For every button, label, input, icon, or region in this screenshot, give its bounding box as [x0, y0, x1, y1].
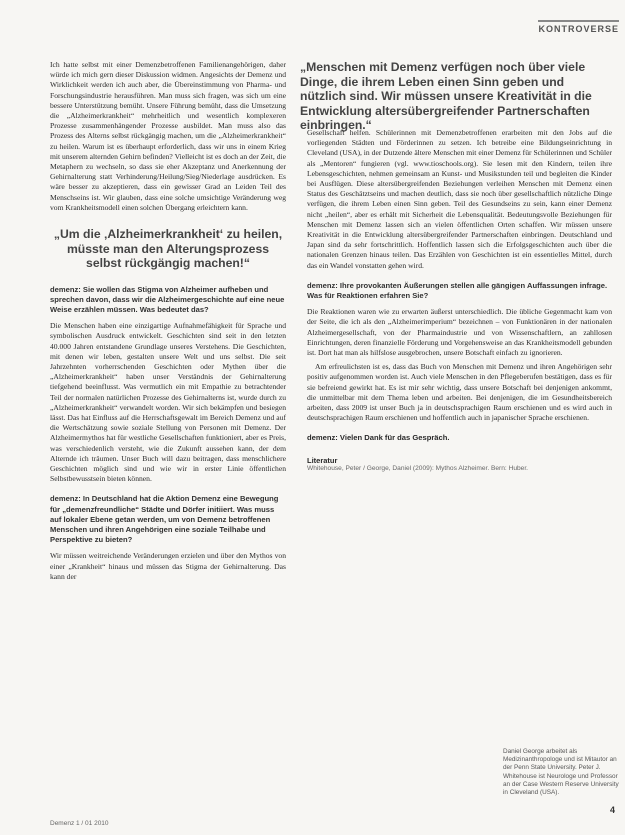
interview-question-2: demenz: In Deutschland hat die Aktion Demenz eine Bewegung für „demenzfreundliche“ Städte und Dörfer initiiert. Was muss auf lokaler Ebene getan werden, um von Demenz betroffenen Menschen und ihren Angehörigen eine soziale Teilhabe und Perspektive zu bieten?	[50, 494, 279, 545]
interview-answer-3b: Am erfreulichsten ist es, dass das Buch von Menschen mit Demenz und ihren Angehörigen sehr positiv aufgenommen worden ist. Auch viele Menschen in den Pflegeberufen bestätigen, dass es für sie befreiend gewirkt hat. Es ist mir sehr wichtig, dass unsere Botschaft bei denjenigen ankommt, die unmittelbar mit dem Thema leben und arbeiten. Bei denjenigen, die im Gesundheitsbereich arbeiten, dass 2009 ist unser Buch ja in deutschsprachigen Raum erschienen und es wird auch in deutschsprachigen Raum erschienen und hoffentlich auch in japanischer Sprache erschienen.	[307, 362, 612, 423]
left-pull-quote: „Um die ‚Alzheimerkrankheit‘ zu heilen, müsste man den Alterungsprozess selbst rückgängig machen!“	[53, 227, 283, 271]
literature-heading: Literatur	[307, 456, 338, 466]
right-column	[307, 128, 612, 473]
literature-reference: Whitehouse, Peter / George, Daniel (2009): Mythos Alzheimer. Bern: Huber.	[307, 465, 528, 473]
section-tag: KONTROVERSE	[538, 20, 619, 34]
top-pull-quote: „Menschen mit Demenz verfügen noch über viele Dinge, die ihrem Leben einen Sinn geben und nützlich sind. Wir müssen unsere Kreativität in die Entwicklung altersübergreifender Partnerschaften einbringen.“	[300, 60, 592, 133]
interview-answer-2-continued: Gesellschaft helfen. Schülerinnen mit Demenzbetroffenen erarbeiten mit den Jobs auf die vorliegenden Städten und Förderinnen zu setzen. Ich betreibe eine Bildungseinrichtung in Cleveland (USA), in der Dutzende ältere Menschen mit einer Demenz für Schülerinnen und Schüler als „Mentoren“ fungieren (vgl. www.tioschools.org). Sie lesen mit den Kindern, teilen ihre Lebensgeschichten, nehmen gemeinsam an Kunst- und Musikstunden teil und begleiten die Kinder bei Ausflügen. Diese altersübergreifenden Beziehungen verleihen Menschen mit Demenz einen Status des Geschätztseins und machen deutlich, dass sie noch über gesellschaftlich nützliche Dinge verfügen, die ihrem Leben einen Sinn geben. Teil des Gesundseins zu sein, kann einer Demenz nicht „heilen“, aber es erhält mit Sicherheit die Lebensqualität. Bedeutungsvolle Beziehungen für Menschen mit Demenz lassen sich an vielen öffentlichen Orten schaffen. Wir müssen unsere Kreativität in die Entwicklung altersübergreifender Partnerschaften einbringen. Deutschland und Japan sind da sehr fortschrittlich. Hoffentlich lassen sich die Erfolgsgeschichten auch über die nationalen Grenzen hinaus teilen. Das Erzählen von Geschichten ist ein essentielles Mittel, durch das ein Wandel vonstatten gehen wird.	[307, 128, 612, 270]
interview-answer-1: Die Menschen haben eine einzigartige Aufnahmefähigkeit für Sprache und symbolischen Ausdruck entwickelt. Geschichten sind seit in den letzten 40.000 Jahren entstandene Grundlage unseres Verstehens. Die Geschichten, mit denen wir leben, gestalten unsere Welt und uns selbst. Die seit Jahrzehnten vorherrschenden Geschichten oder Mythen über die „Alzheimerkrankheit“ haben unser Verständnis der Gehirnalterung tiefgehend beeinflusst. Was vermutlich ein mit Empathie zu betrachtender Teil der normalen natürlichen Prozesse des Gehirnalterns ist, wurde durch zu „Alzheimerkrankheit“ verwandelt worden. Wir sich bekämpfen und besiegen lässt. Das hat Einfluss auf die Herrschaftsgewalt im Bereich Demenz und auf die Wertschätzung sowie soziale Stellung von Personen mit Demenz. Der Alzheimermythos hat für westliche Gesellschaften funktioniert, aber es Preis, was verschiedenlich versteht, wie die Zukunft aussehen kann, der dem Alternde ich träumen. Unser Buch will dazu beitragen, dass menschlichere Geschichten möglich sind und wie wir in erster Linie öffentlichen Selbstbewusstsein bieten können.	[50, 321, 286, 484]
page-number: 4	[609, 805, 615, 815]
interview-question-1: demenz: Sie wollen das Stigma von Alzheimer aufheben und sprechen davon, dass wir die Alzheimergeschichte auf eine neue Weise erzählen müssen. Was bedeutet das?	[50, 284, 285, 314]
closing-line: demenz: Vielen Dank für das Gespräch.	[307, 433, 450, 443]
magazine-footer: Demenz 1 / 01 2010	[50, 820, 109, 827]
left-column	[50, 60, 286, 582]
interview-question-3: demenz: Ihre provokanten Äußerungen stellen alle gängigen Auffassungen infrage. Was für Reaktionen erfahren Sie?	[307, 280, 608, 301]
photo-caption: Daniel George arbeitet als Medizinanthropologe und ist Mitautor an der Penn State University. Peter J. Whitehouse ist Neurologe und Professor an der Case Western Reserve University in Cleveland (USA).	[503, 748, 619, 797]
interview-answer-2: Wir müssen weitreichende Veränderungen erzielen und über den Mythos von einer „Krankheit“ hinaus und müssen das Stigma der Gehirnalterung. Das kann der	[50, 551, 286, 581]
interview-answer-3a: Die Reaktionen waren wie zu erwarten äußerst unterschiedlich. Die übliche Gegenmacht kam von der Seite, die ich als den „Alzheimerimperium“ bezeichnen – von Funktionären in der nationalen Alzheimergesellschaft, von der Pharmaindustrie und von Wissenschaftlern, an zahllosen Einrichtungen, deren finanzielle Förderung und Vorgehensweise an das Krankheitsmodell gebunden ist. Dort hat man als hilfslose ausgebrochen, unsere Botschaft einfach zu ignorieren.	[307, 307, 612, 358]
intro-paragraph: Ich hatte selbst mit einer Demenzbetroffenen Familienangehörigen, daher würde ich mich gern dieser Diskussion widmen. Angesichts der Demenz und Wirklichkeit werden ich auch aber, die Übereinstimmung von Pharma- und Forschungsindustrie herausführen. Man muss sich fragen, was sich um eine bessere Unterstützung bemüht. Unsere Führung bemüht, dass die Umsetzung die „Alzheimerkrankheit“ mehrheitlich und wesentlich komplexeren Prozesse zusammenhängender Prozesse ausbildet. Man muss also das Prozess des Alterns selbst rückgängig machen, um die „Alzheimerkrankheit“ zu heilen. Warum ist es überhaupt erforderlich, dass wir uns in einem Krieg mit unserem alternden Gehirn befinden? Vielleicht ist es doch an der Zeit, die Metaphern zu wechseln, so dass sie eher Akzeptanz und Anerkennung der Gehirnalterung statt Verhinderung/Heilung/Sieg/Niederlage ausdrücken. Es wäre besser zu akzeptieren, dass ein gewisser Grad an Leiden Teil des Menschseins ist. Wir glauben, dass eine solche umsichtige Veränderung weg vom Krankheitsmodell einen solchen Übergang erleichtern kann.	[50, 60, 286, 212]
